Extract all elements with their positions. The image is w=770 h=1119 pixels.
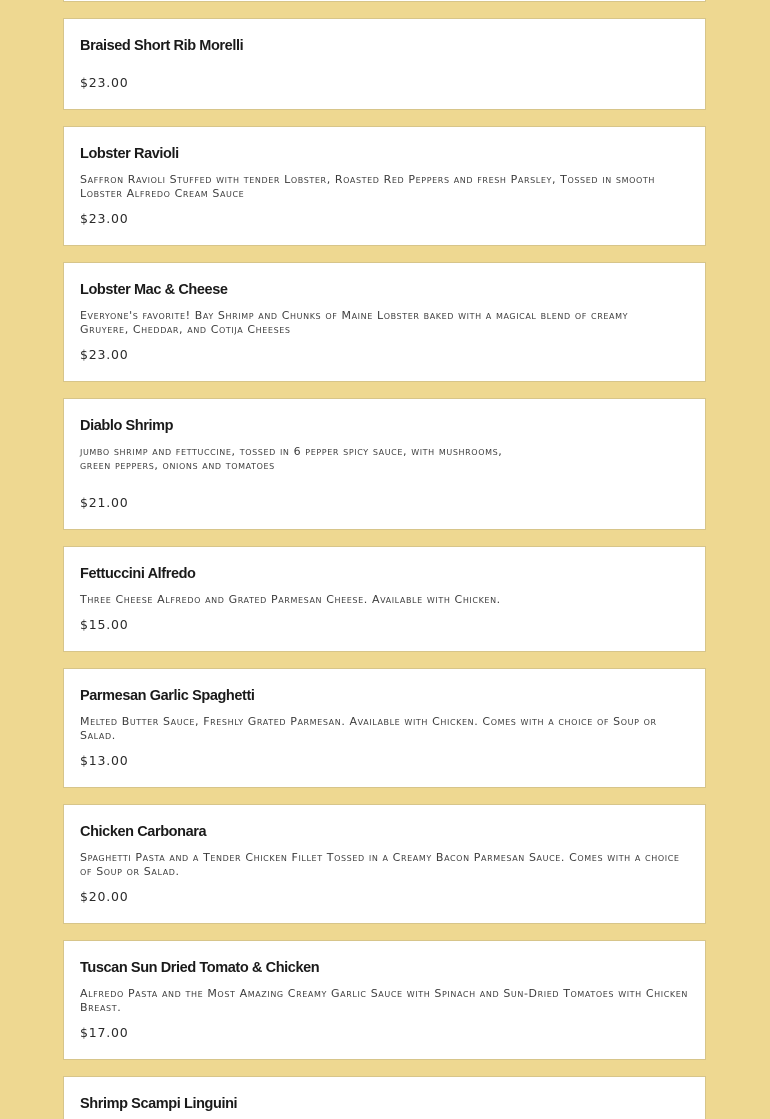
- menu-item-description: Alfredo Pasta and the Most Amazing Creamy Garlic Sauce with Spinach and Sun-Dried Tomatoes with Chicken Breast.: [80, 987, 688, 1014]
- menu-item-card[interactable]: [63, 262, 706, 382]
- menu-item-description: jumbo shrimp and fettuccine, tossed in 6 pepper spicy sauce, with mushrooms, green peppers, onions and tomatoes: [80, 445, 503, 472]
- menu-item-card[interactable]: [63, 398, 706, 530]
- menu-item-card[interactable]: [63, 1076, 706, 1119]
- menu-item-name: Shrimp Scampi Linguini: [80, 1096, 238, 1112]
- menu-item-price: $15.00: [80, 617, 129, 632]
- menu-item-description: Melted Butter Sauce, Freshly Grated Parmesan. Available with Chicken. Comes with a choice of Soup or Salad.: [80, 715, 657, 742]
- menu-item-price: $20.00: [80, 889, 129, 904]
- menu-item-description: Everyone's favorite! Bay Shrimp and Chunks of Maine Lobster baked with a magical blend of creamy Gruyere, Cheddar, and Cotija Cheeses: [80, 309, 629, 336]
- menu-item-name: Tuscan Sun Dried Tomato & Chicken: [80, 960, 320, 976]
- menu-item-description: Three Cheese Alfredo and Grated Parmesan Cheese. Available with Chicken.: [80, 593, 501, 606]
- menu-item-card[interactable]: [63, 940, 706, 1060]
- menu-item-name: Braised Short Rib Morelli: [80, 38, 244, 54]
- menu-item-card[interactable]: [63, 804, 706, 924]
- menu-item-description: Saffron Ravioli Stuffed with tender Lobster, Roasted Red Peppers and fresh Parsley, Tossed in smooth Lobster Alfredo Cream Sauce: [80, 173, 655, 200]
- menu-item-price: $23.00: [80, 211, 129, 226]
- menu-item-price: $23.00: [80, 347, 129, 362]
- menu-item-name: Fettuccini Alfredo: [80, 566, 196, 582]
- menu-item-name: Lobster Mac & Cheese: [80, 282, 228, 298]
- menu-item-name: Diablo Shrimp: [80, 418, 174, 434]
- menu-item-name: Parmesan Garlic Spaghetti: [80, 688, 255, 704]
- menu-item-price: $17.00: [80, 1025, 129, 1040]
- menu-item-name: Lobster Ravioli: [80, 146, 179, 162]
- menu-item-card-partial[interactable]: [63, 0, 706, 2]
- menu-item-price: $13.00: [80, 753, 129, 768]
- menu-item-price: $23.00: [80, 75, 129, 90]
- menu-item-card[interactable]: [63, 668, 706, 788]
- menu-item-card[interactable]: [63, 18, 706, 110]
- menu-item-card[interactable]: [63, 546, 706, 652]
- menu-item-card[interactable]: [63, 126, 706, 246]
- menu-item-description: Spaghetti Pasta and a Tender Chicken Fillet Tossed in a Creamy Bacon Parmesan Sauce. Comes with a choice of Soup or Salad.: [80, 851, 680, 878]
- menu-item-name: Chicken Carbonara: [80, 824, 207, 840]
- menu-item-price: $21.00: [80, 495, 129, 510]
